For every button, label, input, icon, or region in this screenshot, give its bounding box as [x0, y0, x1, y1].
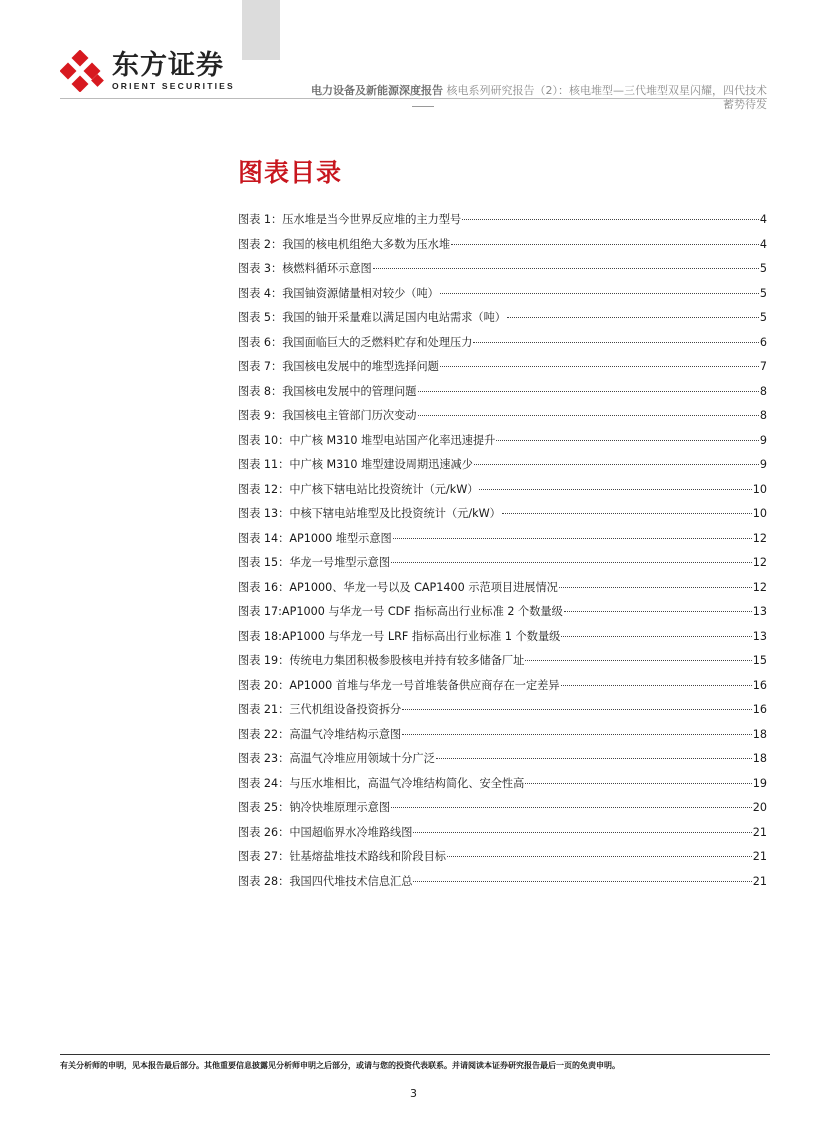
toc-entry-page: 21 [752, 850, 767, 863]
toc-entry-label: 图表 22：高温气冷堆结构示意图 [238, 727, 402, 741]
toc-entry-label: 图表 20：AP1000 首堆与华龙一号首堆装备供应商存在一定差异 [238, 678, 560, 692]
report-subtitle-line2: 蓄势待发 [723, 98, 767, 111]
toc-entry[interactable] [238, 309, 767, 334]
toc-leader-dots [373, 259, 759, 269]
report-subtitle-line1: 核电系列研究报告（2）：核电堆型—三代堆型双星闪耀，四代技术 [446, 84, 767, 97]
toc-entry-label: 图表 11：中广核 M310 堆型建设周期迅速减少 [238, 458, 473, 471]
toc-entry[interactable] [238, 603, 767, 628]
toc-entry-label: 图表 10：中广核 M310 堆型电站国产化率迅速提升 [238, 433, 496, 447]
toc-entry-label: 图表 19：传统电力集团积极参股核电并持有较多储备厂址 [238, 654, 525, 667]
toc-entry[interactable] [238, 481, 767, 506]
toc-entry-label: 图表 15：华龙一号堆型示意图 [238, 556, 391, 569]
toc-entry[interactable] [238, 236, 767, 261]
toc-entry-page: 10 [752, 507, 767, 520]
header-divider [60, 98, 767, 99]
toc-entry-label: 图表 4：我国铀资源储量相对较少（吨） [238, 286, 439, 300]
toc-entry[interactable] [238, 652, 767, 677]
toc-leader-dots [393, 529, 752, 539]
toc-entry-label: 图表 21：三代机组设备投资拆分 [238, 703, 402, 716]
toc-entry-page: 19 [752, 776, 767, 790]
toc-entry-label: 图表 14：AP1000 堆型示意图 [238, 531, 392, 545]
toc-leader-dots [440, 284, 759, 294]
toc-list [238, 211, 767, 897]
toc-entry-label: 图表 2：我国的核电机组绝大多数为压水堆 [238, 237, 451, 251]
toc-entry-page: 5 [759, 286, 767, 300]
toc-entry-page: 10 [752, 482, 767, 496]
toc-entry[interactable] [238, 677, 767, 702]
toc-entry-page: 12 [752, 580, 767, 594]
toc-entry-page: 16 [752, 703, 767, 716]
toc-entry[interactable] [238, 628, 767, 653]
header-decor-block [242, 0, 280, 60]
toc-entry[interactable] [238, 701, 767, 726]
toc-entry-label: 图表 3：核燃料循环示意图 [238, 262, 372, 275]
toc-entry-page: 18 [752, 752, 767, 765]
toc-leader-dots [559, 578, 752, 588]
toc-entry[interactable] [238, 775, 767, 800]
toc-entry-label: 图表 17:AP1000 与华龙一号 CDF 指标高出行业标准 2 个数量级 [238, 605, 563, 618]
toc-entry-page: 6 [759, 335, 767, 349]
toc-entry[interactable] [238, 260, 767, 285]
toc-entry-page: 21 [752, 825, 767, 839]
toc-leader-dots [418, 406, 759, 416]
toc-entry[interactable] [238, 211, 767, 236]
toc-entry-page: 21 [752, 874, 767, 888]
toc-entry[interactable] [238, 334, 767, 359]
toc-entry[interactable] [238, 848, 767, 873]
footer-disclaimer: 有关分析师的申明，见本报告最后部分。其他重要信息披露见分析师申明之后部分，或请与您的投资代表联系。并请阅读本证券研究报告最后一页的免责申明。 [60, 1061, 620, 1070]
toc-entry-label: 图表 25：钠冷快堆原理示意图 [238, 801, 391, 814]
orient-securities-logo-icon [60, 50, 106, 92]
toc-entry-page: 9 [759, 458, 767, 471]
toc-leader-dots [473, 333, 758, 343]
toc-leader-dots [447, 847, 752, 857]
toc-entry-label: 图表 24：与压水堆相比，高温气冷堆结构简化、安全性高 [238, 776, 525, 790]
toc-leader-dots [391, 553, 752, 563]
toc-entry-page: 5 [759, 262, 767, 275]
toc-leader-dots [391, 798, 752, 808]
toc-entry-page: 5 [759, 311, 767, 324]
toc-leader-dots [502, 504, 752, 514]
toc-entry[interactable] [238, 383, 767, 408]
toc-leader-dots [561, 627, 751, 637]
toc-entry-label: 图表 27：钍基熔盐堆技术路线和阶段目标 [238, 850, 446, 863]
toc-entry[interactable] [238, 554, 767, 579]
toc-entry-page: 13 [752, 605, 767, 618]
toc-leader-dots [496, 431, 759, 441]
toc-entry-page: 7 [759, 360, 767, 373]
toc-leader-dots [402, 700, 752, 710]
toc-entry[interactable] [238, 750, 767, 775]
toc-entry[interactable] [238, 285, 767, 310]
toc-leader-dots [440, 357, 759, 367]
toc-entry[interactable] [238, 579, 767, 604]
toc-leader-dots [479, 480, 751, 490]
toc-leader-dots [418, 382, 759, 392]
toc-entry-label: 图表 23：高温气冷堆应用领域十分广泛 [238, 752, 435, 765]
toc-entry-label: 图表 18:AP1000 与华龙一号 LRF 指标高出行业标准 1 个数量级 [238, 629, 561, 643]
toc-entry-label: 图表 1：压水堆是当今世界反应堆的主力型号 [238, 213, 462, 226]
toc-entry[interactable] [238, 726, 767, 751]
toc-entry-label: 图表 7：我国核电发展中的堆型选择问题 [238, 360, 439, 373]
toc-entry-page: 12 [752, 556, 767, 569]
toc-leader-dots [413, 872, 751, 882]
report-header-line1 [311, 82, 767, 98]
toc-entry-label: 图表 26：中国超临界水冷堆路线图 [238, 825, 413, 839]
report-category: 电力设备及新能源深度报告 [311, 84, 443, 97]
toc-entry-label: 图表 13：中核下辖电站堆型及比投资统计（元/kW） [238, 507, 501, 520]
toc-entry[interactable] [238, 505, 767, 530]
toc-leader-dots [462, 210, 759, 220]
toc-entry-page: 12 [752, 531, 767, 545]
toc-entry-label: 图表 28：我国四代堆技术信息汇总 [238, 874, 413, 888]
toc-leader-dots [451, 235, 759, 245]
toc-entry-page: 13 [752, 629, 767, 643]
toc-entry-page: 16 [752, 678, 767, 692]
toc-leader-dots [507, 308, 759, 318]
toc-entry[interactable] [238, 799, 767, 824]
brand-name-en: ORIENT SECURITIES [112, 81, 235, 91]
toc-entry-label: 图表 5：我国的铀开采量难以满足国内电站需求（吨） [238, 311, 506, 324]
footer-divider [60, 1054, 770, 1055]
toc-leader-dots [436, 749, 752, 759]
company-logo [60, 50, 235, 92]
toc-entry[interactable] [238, 358, 767, 383]
toc-leader-dots [561, 676, 752, 686]
page-number: 3 [410, 1087, 417, 1100]
toc-entry[interactable] [238, 456, 767, 481]
toc-entry[interactable] [238, 432, 767, 457]
toc-leader-dots [413, 823, 751, 833]
toc-leader-dots [402, 725, 752, 735]
toc-entry-label: 图表 6：我国面临巨大的乏燃料贮存和处理压力 [238, 335, 473, 349]
toc-entry[interactable] [238, 873, 767, 898]
toc-entry-page: 8 [759, 384, 767, 398]
toc-entry-page: 9 [759, 433, 767, 447]
toc-leader-dots [525, 651, 751, 661]
toc-entry-label: 图表 8：我国核电发展中的管理问题 [238, 384, 417, 398]
toc-entry-page: 4 [759, 237, 767, 251]
toc-leader-dots [564, 602, 752, 612]
brand-name-cn: 东方证券 [112, 50, 224, 81]
toc-entry[interactable] [238, 824, 767, 849]
toc-entry-page: 15 [752, 654, 767, 667]
toc-leader-dots [474, 455, 759, 465]
toc-entry-page: 20 [752, 801, 767, 814]
toc-entry-label: 图表 12：中广核下辖电站比投资统计（元/kW） [238, 482, 479, 496]
toc-entry-label: 图表 9：我国核电主管部门历次变动 [238, 409, 417, 422]
toc-leader-dots [525, 774, 751, 784]
toc-entry-page: 8 [759, 409, 767, 422]
toc-entry-label: 图表 16：AP1000、华龙一号以及 CAP1400 示范项目进展情况 [238, 580, 558, 594]
toc-entry-page: 18 [752, 727, 767, 741]
toc-entry-page: 4 [759, 213, 767, 226]
header-short-divider [412, 106, 434, 107]
toc-entry[interactable] [238, 407, 767, 432]
toc-title: 图表目录 [238, 158, 343, 187]
toc-entry[interactable] [238, 530, 767, 555]
